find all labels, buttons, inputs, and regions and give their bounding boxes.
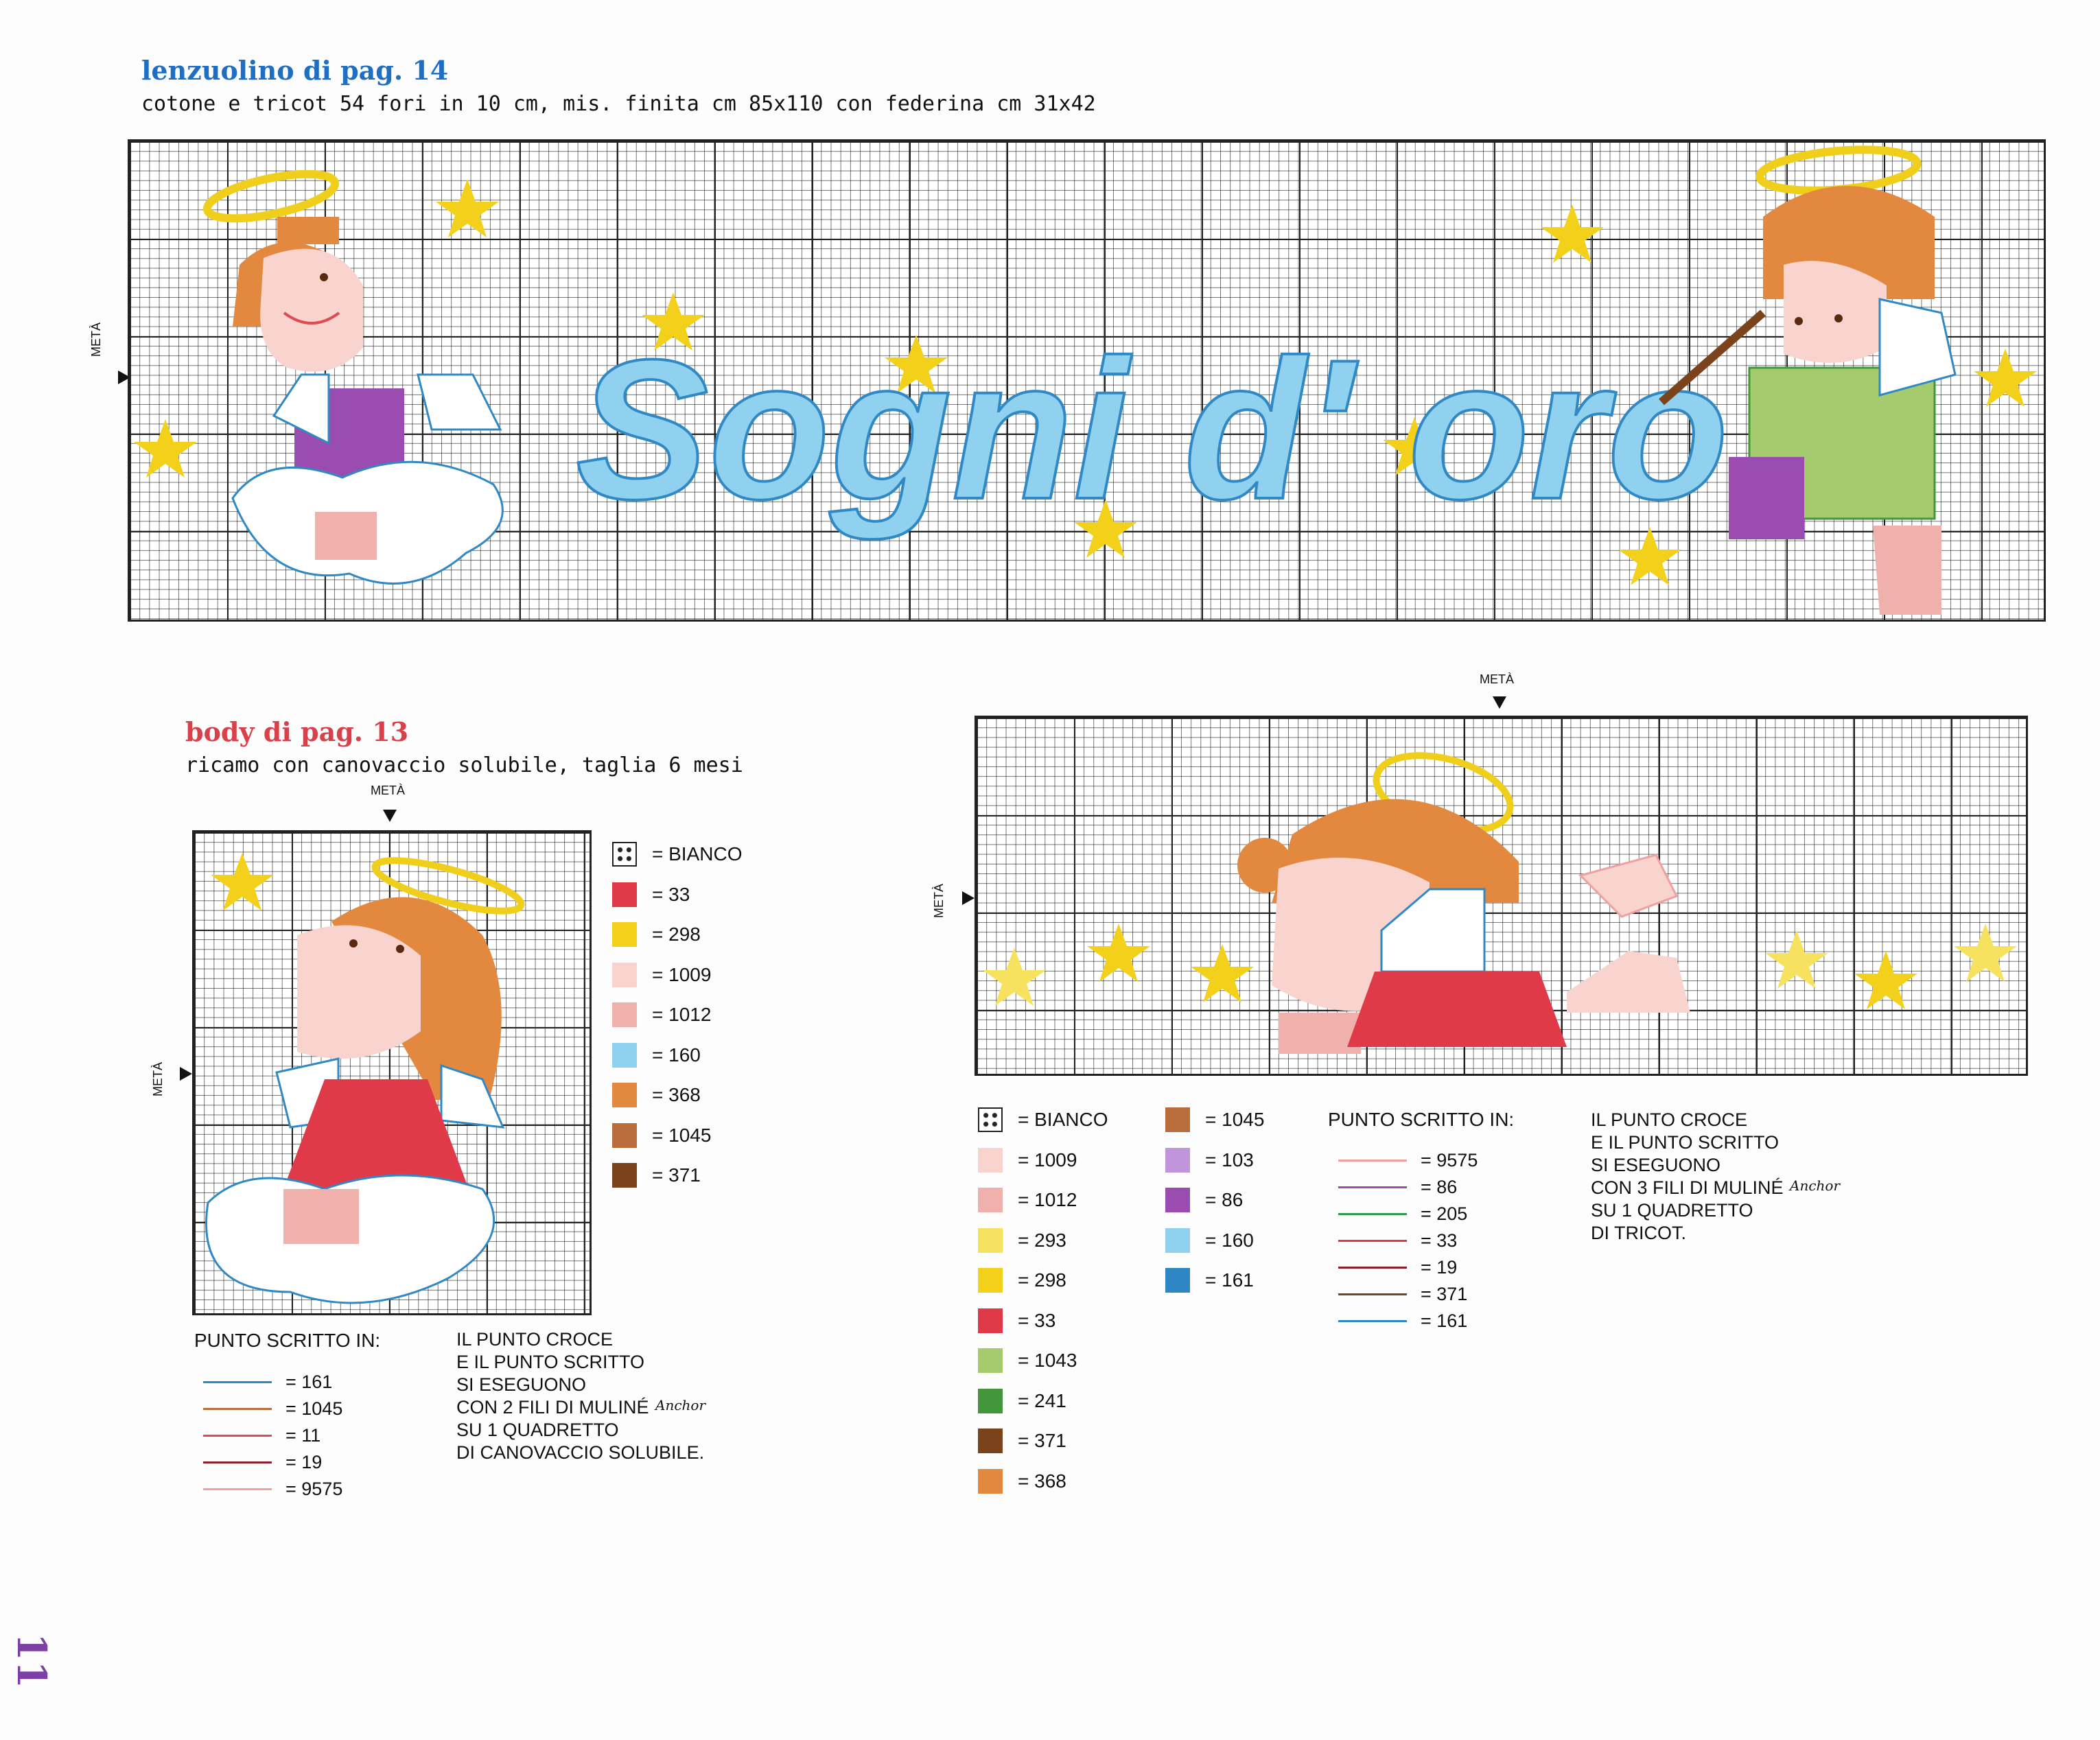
legend-swatch [1165,1188,1190,1212]
legend-label: = 1009 [652,964,712,985]
section2-notes: IL PUNTO CROCE E IL PUNTO SCRITTO SI ESEGUONO CON 2 FILI DI MULINÉ SU 1 QUADRETTO DI CANOVACCIO SOLUBILE. [456,1329,705,1463]
legend-swatch [612,963,637,987]
legend-label: = 103 [1205,1149,1254,1171]
foot-icon [1580,855,1677,917]
backstitch-line [1338,1160,1407,1162]
hand-icon [1279,1013,1361,1054]
eye-icon [320,273,328,281]
backstitch-label: = 19 [1421,1256,1458,1278]
backstitch-label: = 161 [1421,1310,1468,1331]
backstitch-item [203,1476,342,1502]
legend-item [612,1162,701,1189]
star-icon [436,179,499,237]
eye-icon [349,939,358,948]
legend-item [978,1227,1066,1254]
backstitch-line [1338,1320,1407,1322]
legend-label: = 161 [1205,1269,1254,1291]
foot-icon [1873,526,1941,615]
legend-item [978,1427,1066,1455]
legend-item [978,1147,1077,1174]
legend-label: = 368 [652,1084,701,1105]
backstitch-label: = 161 [285,1371,333,1392]
backstitch-line [203,1461,272,1463]
legend-swatch [978,1469,1003,1494]
legend-label: = 1012 [652,1004,712,1025]
backstitch-line [1338,1293,1407,1295]
legend-swatch [1165,1268,1190,1293]
legend-label: = 241 [1018,1390,1066,1411]
legend-label: = 160 [1205,1230,1254,1251]
anchor-logo: Anchor [1790,1177,1841,1194]
legend-label: = 298 [1018,1269,1066,1291]
chart-lenzuolino [128,139,2046,622]
page-number: 11 [8,1633,55,1689]
legend-label: = 298 [652,924,701,945]
star-icon [1191,944,1254,1002]
legend-item [978,1347,1077,1374]
legend-label: = 368 [1018,1470,1066,1492]
star-icon [134,419,197,478]
section3-notes: IL PUNTO CROCE E IL PUNTO SCRITTO SI ESEGUONO CON 3 FILI DI MULINÉ SU 1 QUADRETTO DI TRICOT. [1591,1109,1784,1243]
section2-title: body di pag. 13 [185,716,409,747]
backstitch-item [1338,1281,1467,1307]
anchor-logo: Anchor [655,1397,706,1413]
legend-swatch [978,1148,1003,1173]
legend-label: = 1012 [1018,1189,1077,1210]
legend-item [612,961,711,989]
backstitch-label: = 33 [1421,1230,1458,1251]
star-icon [1087,924,1150,982]
legend-item [1165,1147,1254,1174]
backstitch-item [1338,1227,1457,1254]
lenzuolino-artwork [130,141,2048,624]
backstitch-line [1338,1186,1407,1188]
legend-swatch [612,1002,637,1027]
backstitch-line [203,1488,272,1490]
legend-swatch [612,1163,637,1188]
wing-icon [1880,299,1955,395]
backstitch-label: = 205 [1421,1203,1468,1224]
legend-label: = 1045 [1205,1109,1265,1130]
paint-bucket-icon [1729,457,1804,539]
legend-swatch [612,842,637,867]
legend-item [612,881,690,908]
body-artwork [194,832,594,1317]
legend-item [1165,1106,1264,1133]
backstitch-label: = 9575 [1421,1149,1478,1171]
star-icon [211,853,274,910]
section2-subtitle: ricamo con canovaccio solubile, taglia 6 mesi [185,753,743,777]
section1-subtitle: cotone e tricot 54 fori in 10 cm, mis. finita cm 85x110 con federina cm 31x42 [141,92,1096,116]
legend-swatch [978,1268,1003,1293]
backstitch-item [203,1422,320,1448]
legend-swatch [612,1043,637,1068]
legend-label: = 371 [652,1164,701,1186]
star-icon [1954,924,2017,982]
meta-arrow-icon [1493,696,1506,709]
hair-icon [277,217,339,244]
chart-body [192,830,592,1315]
legend-item [612,840,742,868]
backstitch-line [203,1381,272,1383]
section3-meta-top: METÀ [1480,672,1515,686]
legend-swatch [978,1389,1003,1413]
backstitch-item [1338,1147,1478,1173]
eye-icon [396,945,404,953]
legend-swatch [612,1083,637,1107]
eye-icon [1795,317,1803,325]
backstitch-item [1338,1201,1467,1227]
legend-label: = 86 [1205,1189,1244,1210]
legend-label: = 1009 [1018,1149,1077,1171]
legend-label: = 160 [652,1044,701,1066]
star-icon [1541,204,1604,263]
section1-meta-label: METÀ [89,322,103,357]
section1-title: lenzuolino di pag. 14 [141,55,449,86]
star-icon [1854,951,1917,1009]
backstitch-label: = 86 [1421,1176,1458,1197]
meta-arrow-icon [962,891,975,905]
legend-item [612,1001,711,1028]
legend-swatch [978,1107,1003,1132]
leg-icon [315,512,377,560]
backstitch-item [203,1369,332,1395]
leg-icon [283,1189,359,1244]
legend-swatch [1165,1107,1190,1132]
wing-icon [418,375,500,430]
legend-item [978,1267,1066,1294]
legend-item [978,1307,1055,1335]
backstitch-item [1338,1308,1467,1334]
legend-item [978,1186,1077,1214]
face-icon [260,249,363,372]
meta-arrow-icon [180,1067,192,1081]
legend-item [1165,1267,1254,1294]
legend-item [612,921,701,948]
section2-meta-top: METÀ [371,784,406,797]
backstitch-item [1338,1174,1457,1200]
star-icon [983,948,1046,1006]
legend-swatch [612,882,637,907]
legend-swatch [978,1429,1003,1453]
legend-item [612,1042,701,1069]
legend-label: = BIANCO [652,843,743,865]
section3-meta-left: METÀ [932,883,946,918]
legend-swatch [612,1123,637,1148]
leg-icon [1567,951,1690,1013]
meta-arrow-icon [383,810,397,822]
legend-swatch [978,1308,1003,1333]
legend-swatch [978,1188,1003,1212]
legend-swatch [978,1228,1003,1253]
legend-label: = 1043 [1018,1350,1077,1371]
star-icon [1765,930,1828,989]
backstitch-line [203,1435,272,1437]
legend-item [1165,1227,1254,1254]
legend-swatch [612,922,637,947]
legend-item [1165,1186,1243,1214]
backstitch-line [203,1408,272,1410]
section2-meta-left: METÀ [151,1061,165,1096]
legend-item [612,1081,701,1109]
backstitch-line [1338,1240,1407,1242]
legend-label: = 1045 [652,1125,712,1146]
section2-backstitch-heading: PUNTO SCRITTO IN: [194,1330,381,1351]
eye-icon [1834,314,1843,322]
legend-item [612,1122,711,1149]
sogni-doro-text: Sogni d' oro [576,318,1729,541]
backstitch-item [203,1449,322,1475]
legend-swatch [1165,1148,1190,1173]
star-icon [1974,349,2037,407]
backstitch-item [203,1396,342,1422]
angel-lying-artwork [977,718,2030,1078]
legend-swatch [978,1348,1003,1373]
legend-item [978,1387,1066,1415]
legend-swatch [1165,1228,1190,1253]
chart-angel-lying [975,716,2028,1076]
face-icon [297,925,421,1059]
legend-item [978,1106,1108,1133]
section3-backstitch-heading: PUNTO SCRITTO IN: [1328,1109,1515,1130]
backstitch-label: = 371 [1421,1283,1468,1304]
backstitch-label: = 11 [285,1424,321,1446]
backstitch-line [1338,1213,1407,1215]
backstitch-label: = 9575 [285,1478,343,1499]
backstitch-item [1338,1254,1457,1280]
legend-label: = 33 [652,884,690,905]
backstitch-label: = 19 [285,1451,323,1472]
legend-label: = 33 [1018,1310,1056,1331]
backstitch-line [1338,1267,1407,1269]
dress-icon [1347,972,1567,1047]
legend-label: = 293 [1018,1230,1066,1251]
backstitch-label: = 1045 [285,1398,343,1419]
legend-label: = BIANCO [1018,1109,1108,1130]
legend-label: = 371 [1018,1430,1066,1451]
legend-item [978,1468,1066,1495]
